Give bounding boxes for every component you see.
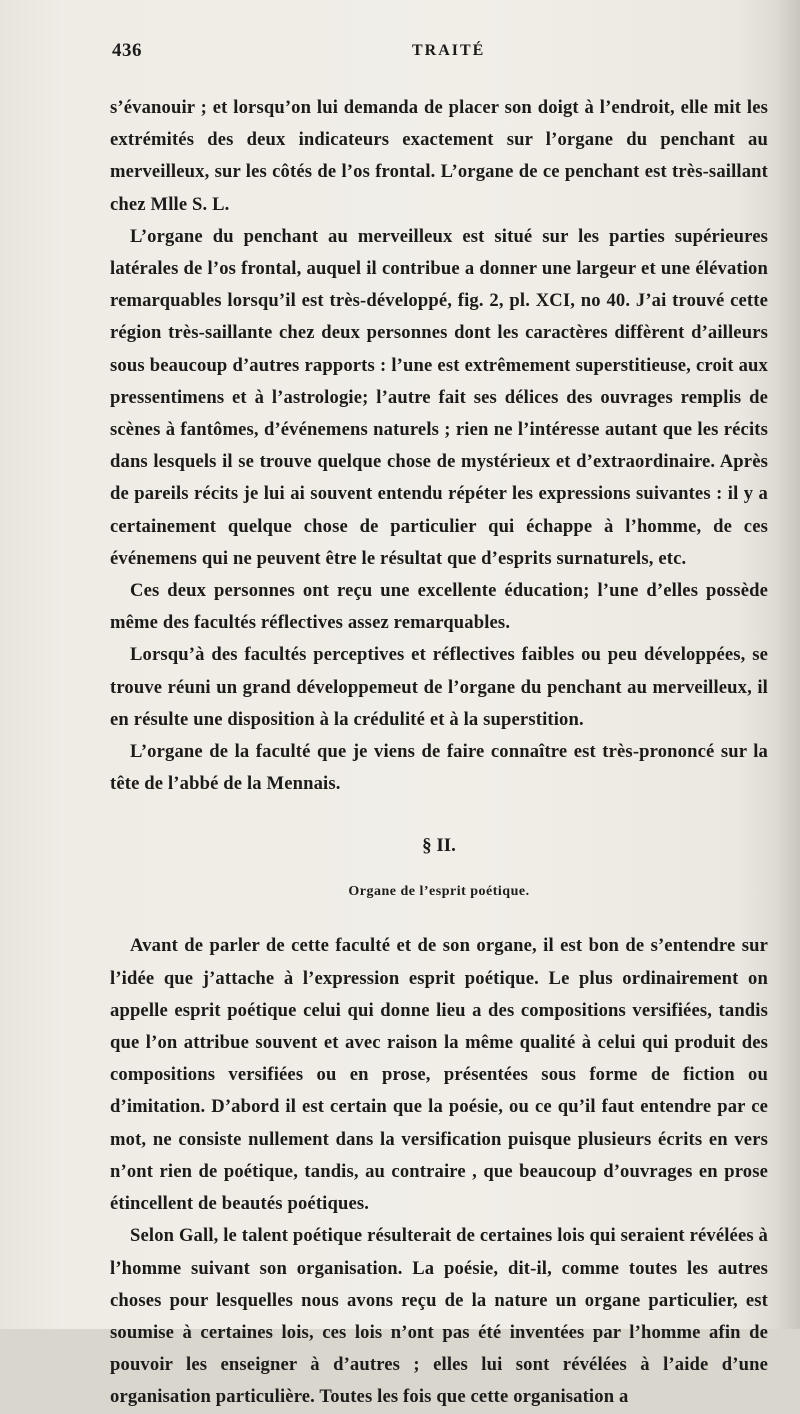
running-head: TRAITÉ <box>412 42 486 59</box>
paragraph: Ces deux personnes ont reçu une excellente éducation; l’une d’elles possède même des facultés réflectives assez remarquables. <box>110 580 768 634</box>
paragraph: Selon Gall, le talent poétique résulterait de certaines lois qui seraient révélées à l’homme suivant son organisation. La poésie, dit-il, comme toutes les autres choses pour lesquelles nous avons reçu de la nature un organe particulier, est soumise à certaines lois, ces lois n’ont pas été inventées par l’homme afin de pouvoir les enseigner à d’autres ; elles lui sont révélées à l’aide d’une organisation particulière. Toutes les fois que cette organisation a <box>110 1225 768 1408</box>
page-body <box>110 92 768 1414</box>
paragraph: L’organe du penchant au merveilleux est situé sur les parties supérieures latérales de l’os frontal, auquel il contribue a donner une largeur et une élévation remarquables lorsqu’il est très-développé, fig. 2, pl. XCI, no 40. J’ai trouvé cette région très-saillante chez deux personnes dont les caractères diffèrent d’ailleurs sous beaucoup d’autres rapports : l’une est extrêmement superstitieuse, croit aux pressentimens et à l’astrologie; l’autre fait ses délices des ouvrages remplis de scènes à fantômes, d’événemens naturels ; rien ne l’intéresse autant que les récits dans lesquels il se trouve quelque chose de mystérieux et d’extraordinaire. Après de pareils récits je lui ai souvent entendu répéter les expressions suivantes : il y a certainement quelque chose de particulier qui échappe à l’homme, de ces événemens qui ne peuvent être le résultat que d’esprits surnaturels, etc. <box>110 225 768 569</box>
paragraph: s’évanouir ; et lorsqu’on lui demanda de placer son doigt à l’endroit, elle mit les extrémités des deux indicateurs exactement sur l’organe du penchant au merveilleux, sur les côtés de l’os frontal. L’organe de ce penchant est très-saillant chez Mlle S. L. <box>110 97 768 215</box>
paragraph: Avant de parler de cette faculté et de son organe, il est bon de s’entendre sur l’idée que j’attache à l’expression esprit poétique. Le plus ordinairement on appelle esprit poétique celui qui donne lieu a des compositions versifiées, tandis que l’on attribue souvent et avec raison la même qualité à celui qui produit des compositions versifiées ou en prose, présentées sous forme de fiction ou d’imitation. D’abord il est certain que la poésie, ou ce qu’il faut entendre par ce mot, ne consiste nullement dans la versification puisque plusieurs écrits en vers n’ont rien de poétique, tandis, au contraire , que beaucoup d’ouvrages en prose étincellent de beautés poétiques. <box>110 935 768 1215</box>
section-title: Organe de l’esprit poétique. <box>348 884 530 900</box>
page-header <box>112 40 760 80</box>
paragraph: Lorsqu’à des facultés perceptives et réflectives faibles ou peu développées, se trouve réuni un grand développemeut de l’organe du penchant au merveilleux, il en résulte une disposition à la crédulité et à la superstition. <box>110 644 768 730</box>
paragraph: L’organe de la faculté que je viens de faire connaître est très-prononcé sur la tête de l’abbé de la Mennais. <box>110 741 768 795</box>
page-edge-shadow <box>776 0 800 1329</box>
section-number: § II. <box>422 835 456 857</box>
page-number: 436 <box>112 40 142 61</box>
